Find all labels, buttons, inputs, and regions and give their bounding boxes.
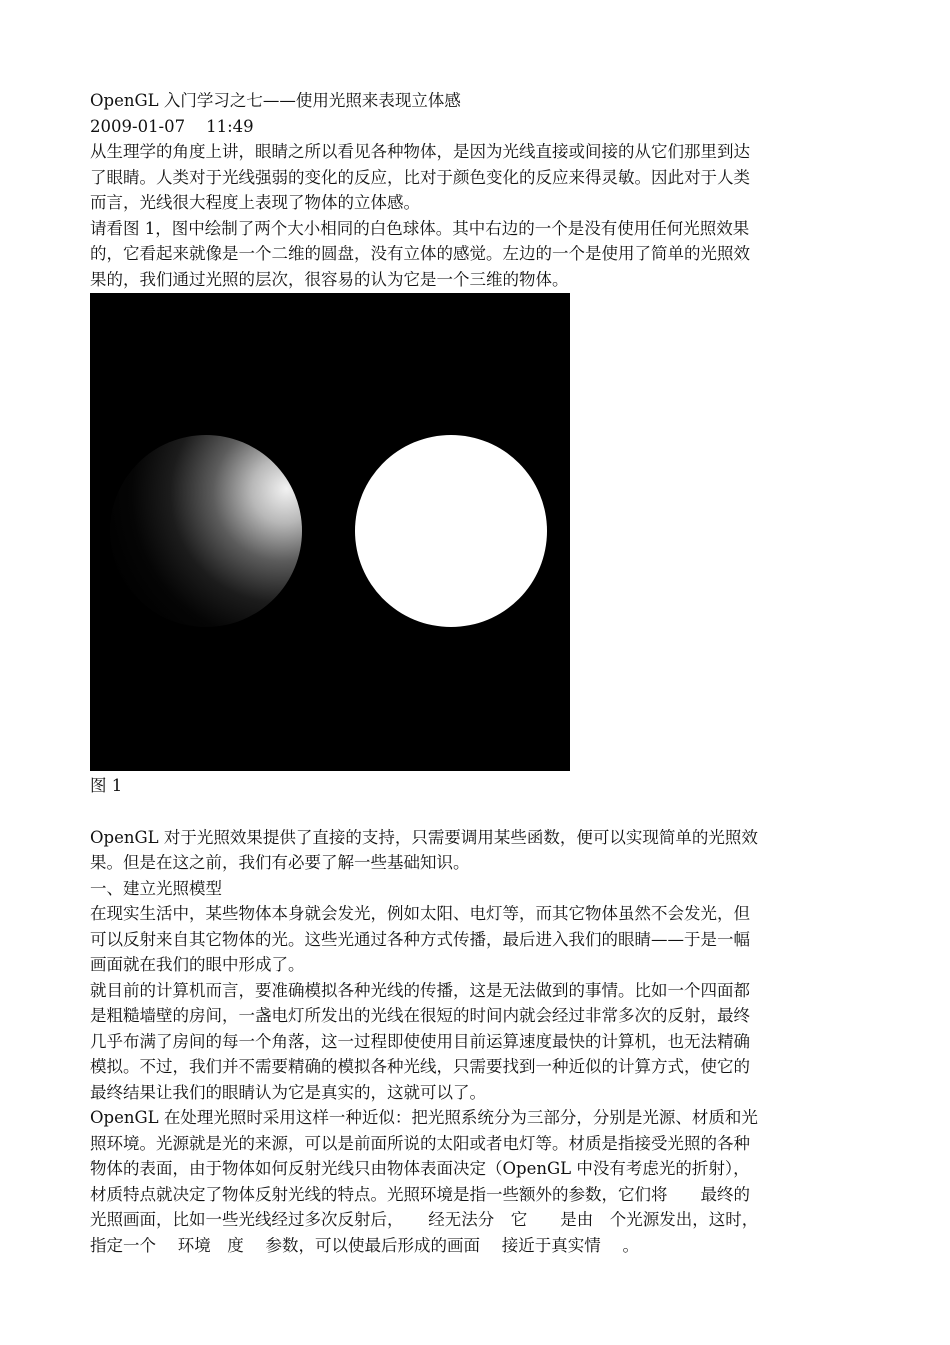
spacer — [90, 799, 860, 825]
paragraph-line: 模拟。不过，我们并不需要精确的模拟各种光线，只需要找到一种近似的计算方式，使它的 — [90, 1057, 750, 1076]
intro-paragraph — [90, 139, 860, 216]
document-body — [90, 88, 860, 1258]
paragraph-line: 果。但是在这之前，我们有必要了解一些基础知识。 — [90, 853, 470, 872]
paragraph-line: 物体的表面，由于物体如何反射光线只由物体表面决定（OpenGL 中没有考虑光的折射）， — [90, 1159, 750, 1178]
support-paragraph — [90, 825, 860, 876]
computer-paragraph — [90, 978, 860, 1106]
paragraph-line: OpenGL 在处理光照时采用这样一种近似：把光照系统分为三部分，分别是光源、材质和光 — [90, 1108, 758, 1127]
paragraph-line: 的，它看起来就像是一个二维的圆盘，没有立体的感觉。左边的一个是使用了简单的光照效 — [90, 244, 750, 263]
paragraph-line: 可以反射来自其它物体的光。这些光通过各种方式传播，最后进入我们的眼睛——于是一幅 — [90, 929, 750, 949]
figure-1-image — [90, 293, 570, 771]
paragraph-line: 是粗糙墙壁的房间，一盏电灯所发出的光线在很短的时间内就会经过非常多次的反射，最终 — [90, 1006, 750, 1025]
paragraph-line: 从生理学的角度上讲，眼睛之所以看见各种物体，是因为光线直接或间接的从它们那里到达 — [90, 142, 750, 161]
unlit-sphere — [355, 435, 547, 627]
paragraph-line: 就目前的计算机而言，要准确模拟各种光线的传播，这是无法做到的事情。比如一个四面都 — [90, 980, 750, 1000]
paragraph-line: 了眼睛。人类对于光线强弱的变化的反应，比对于颜色变化的反应来得灵敏。因此对于人类 — [90, 167, 750, 187]
lit-sphere — [110, 435, 302, 627]
paragraph-line: OpenGL 对于光照效果提供了直接的支持，只需要调用某些函数，便可以实现简单的光照效 — [90, 827, 758, 847]
sphere-illustration — [90, 293, 570, 771]
paragraph-line: 最终结果让我们的眼睛认为它是真实的，这就可以了。 — [90, 1082, 486, 1102]
document-title: OpenGL 入门学习之七——使用光照来表现立体感 — [90, 91, 461, 110]
paragraph-line: 光照画面，比如一些光线经过多次反射后， 经无法分 它 是由 个光源发出，这时， — [90, 1210, 759, 1229]
figure-description-paragraph — [90, 216, 860, 293]
paragraph-line: 指定一个 环境 度 参数，可以使最后形成的画面 接近于真实情 。 — [90, 1235, 639, 1255]
paragraph-line: 果的，我们通过光照的层次，很容易的认为它是一个三维的物体。 — [90, 269, 569, 289]
paragraph-line: 材质特点就决定了物体反射光线的特点。光照环境是指一些额外的参数，它们将 最终的 — [90, 1184, 750, 1204]
reality-paragraph — [90, 901, 860, 978]
opengl-lighting-paragraph — [90, 1105, 860, 1258]
paragraph-line: 画面就在我们的眼中形成了。 — [90, 955, 305, 974]
paragraph-line: 几乎布满了房间的每一个角落，这一过程即使使用目前运算速度最快的计算机，也无法精确 — [90, 1031, 750, 1051]
paragraph-line: 请看图 1，图中绘制了两个大小相同的白色球体。其中右边的一个是没有使用任何光照效果 — [90, 218, 750, 238]
paragraph-line: 在现实生活中，某些物体本身就会发光，例如太阳、电灯等，而其它物体虽然不会发光，但 — [90, 904, 750, 923]
document-date: 2009-01-07 11:49 — [90, 116, 254, 136]
paragraph-line: 而言，光线很大程度上表现了物体的立体感。 — [90, 193, 420, 212]
section-heading: 一、建立光照模型 — [90, 878, 222, 898]
paragraph-line: 照环境。光源就是光的来源，可以是前面所说的太阳或者电灯等。材质是指接受光照的各种 — [90, 1133, 750, 1153]
figure-caption: 图 1 — [90, 776, 123, 795]
